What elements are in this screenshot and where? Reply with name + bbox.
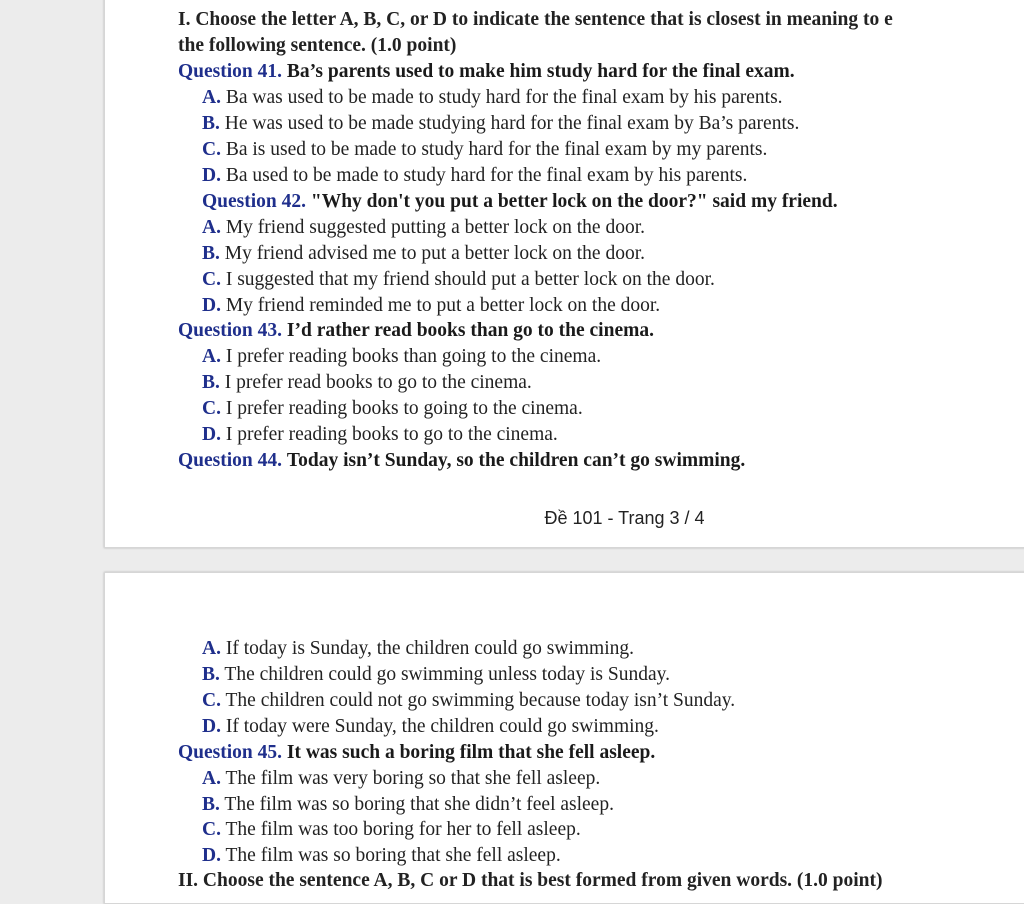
option-letter: A.: [202, 346, 221, 367]
question-label: Question 45.: [178, 742, 283, 763]
option-43-c: [202, 396, 583, 422]
option-42-b: [202, 241, 645, 267]
option-45-b: [202, 792, 614, 818]
option-45-d: [202, 843, 561, 869]
option-letter: D.: [202, 716, 221, 737]
question-stem: "Why don't you put a better lock on the door?" said my friend.: [310, 191, 838, 212]
option-letter: D.: [202, 845, 221, 866]
question-label: Question 42.: [202, 191, 307, 212]
section-1-heading-line1: I. Choose the letter A, B, C, or D to indicate the sentence that is closest in meaning to e: [178, 9, 893, 30]
question-41: [178, 59, 795, 85]
option-43-b: [202, 370, 532, 396]
option-text: Ba used to be made to study hard for the final exam by his parents.: [225, 165, 748, 186]
option-text: I prefer reading books than going to the cinema.: [225, 346, 602, 367]
question-label: Question 41.: [178, 61, 283, 82]
question-42: [202, 189, 838, 215]
section-2-heading: II. Choose the sentence A, B, C or D that is best formed from given words. (1.0 point): [178, 870, 883, 891]
option-letter: B.: [202, 113, 220, 134]
question-label: Question 43.: [178, 320, 283, 341]
option-letter: D.: [202, 424, 221, 445]
question-44: [178, 448, 745, 474]
option-text: I prefer read books to go to the cinema.: [224, 372, 532, 393]
question-label: Question 44.: [178, 450, 283, 471]
option-letter: C.: [202, 269, 221, 290]
option-text: If today were Sunday, the children could go swimming.: [225, 716, 659, 737]
option-text: The children could go swimming unless today is Sunday.: [224, 664, 670, 685]
option-text: I prefer reading books to going to the cinema.: [225, 398, 583, 419]
option-text: He was used to be made studying hard for the final exam by Ba’s parents.: [224, 113, 800, 134]
option-text: Ba was used to be made to study hard for the final exam by his parents.: [225, 87, 783, 108]
option-text: The film was so boring that she didn’t feel asleep.: [224, 794, 614, 815]
option-letter: B.: [202, 243, 220, 264]
option-text: If today is Sunday, the children could go swimming.: [225, 638, 635, 659]
option-text: The children could not go swimming because today isn’t Sunday.: [225, 690, 736, 711]
option-text: I prefer reading books to go to the cinema.: [225, 424, 558, 445]
section-1-heading-line2: the following sentence. (1.0 point): [178, 35, 457, 56]
option-letter: C.: [202, 139, 221, 160]
option-letter: D.: [202, 165, 221, 186]
question-43: [178, 318, 654, 344]
option-44-b: [202, 662, 670, 688]
question-stem: Ba’s parents used to make him study hard for the final exam.: [286, 61, 795, 82]
option-letter: B.: [202, 794, 220, 815]
question-stem: Today isn’t Sunday, so the children can’t go swimming.: [286, 450, 746, 471]
option-letter: C.: [202, 690, 221, 711]
page-footer: Đề 101 - Trang 3 / 4: [544, 508, 705, 528]
question-stem: I’d rather read books than go to the cinema.: [286, 320, 654, 341]
option-44-c: [202, 688, 735, 714]
option-text: The film was too boring for her to fell asleep.: [225, 819, 581, 840]
option-letter: A.: [202, 87, 221, 108]
option-42-a: [202, 215, 645, 241]
option-letter: A.: [202, 768, 221, 789]
option-43-a: [202, 344, 601, 370]
option-text: My friend advised me to put a better lock on the door.: [224, 243, 645, 264]
option-41-c: [202, 137, 767, 163]
option-letter: C.: [202, 398, 221, 419]
option-41-d: [202, 163, 747, 189]
option-41-a: [202, 85, 783, 111]
question-stem: It was such a boring film that she fell asleep.: [286, 742, 656, 763]
option-44-a: [202, 636, 634, 662]
option-42-d: [202, 293, 660, 319]
option-text: I suggested that my friend should put a better lock on the door.: [225, 269, 715, 290]
option-letter: B.: [202, 664, 220, 685]
option-letter: B.: [202, 372, 220, 393]
option-text: My friend suggested putting a better lock on the door.: [225, 217, 646, 238]
question-45: [178, 740, 655, 766]
option-text: The film was very boring so that she fell asleep.: [225, 768, 601, 789]
option-42-c: [202, 267, 715, 293]
option-43-d: [202, 422, 558, 448]
option-text: Ba is used to be made to study hard for the final exam by my parents.: [225, 139, 768, 160]
option-text: The film was so boring that she fell asleep.: [225, 845, 561, 866]
option-45-a: [202, 766, 600, 792]
option-letter: D.: [202, 295, 221, 316]
option-letter: A.: [202, 638, 221, 659]
option-text: My friend reminded me to put a better lock on the door.: [225, 295, 661, 316]
option-letter: A.: [202, 217, 221, 238]
option-letter: C.: [202, 819, 221, 840]
option-44-d: [202, 714, 659, 740]
option-45-c: [202, 817, 581, 843]
option-41-b: [202, 111, 799, 137]
